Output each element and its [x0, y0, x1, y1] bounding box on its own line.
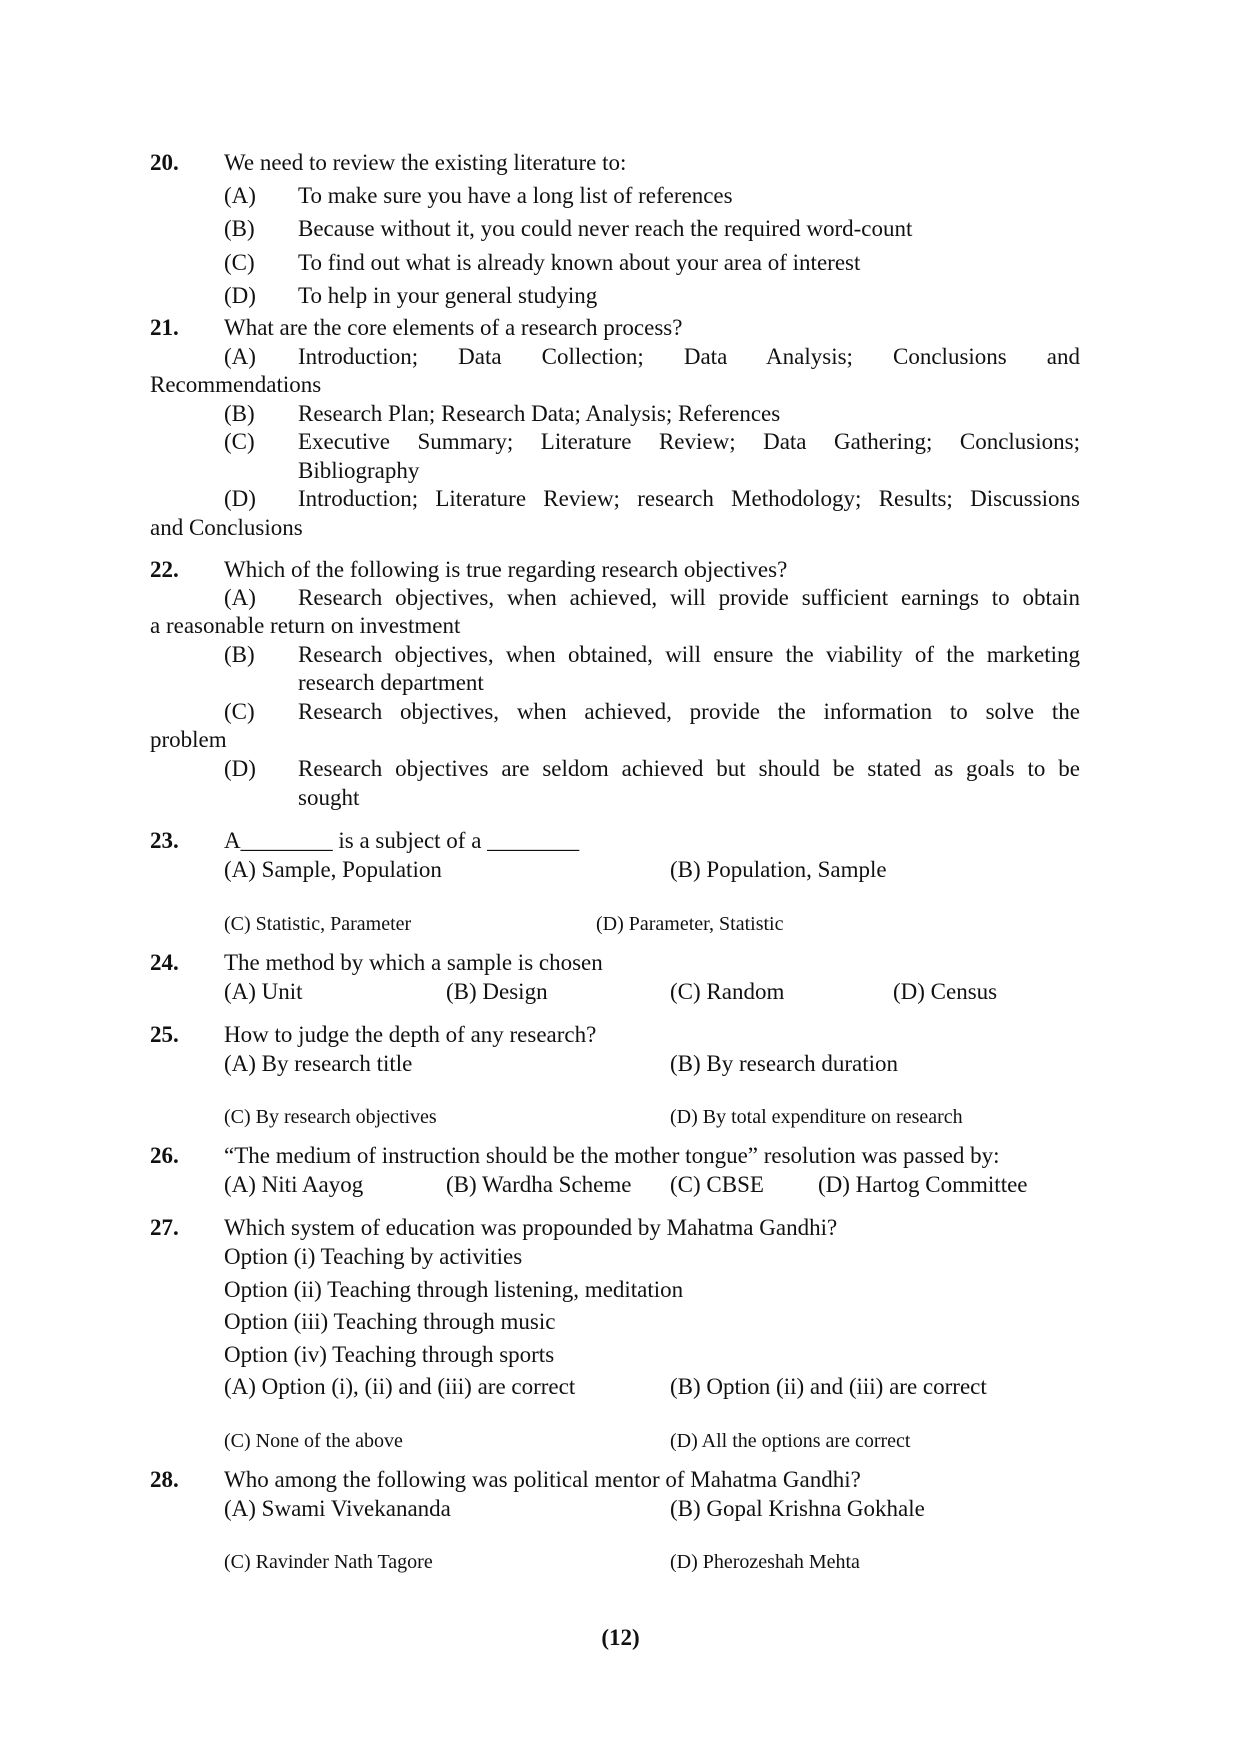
q21-d-text-cont: and Conclusions: [150, 515, 303, 540]
q22-c-label: (C): [224, 699, 255, 724]
q20-b-text: Because without it, you could never reach the required word-count: [298, 216, 913, 241]
q22-c-text-cont: problem: [150, 727, 227, 752]
q25-option-a: (A) By research title: [224, 1051, 413, 1076]
q24-number: 24.: [150, 950, 179, 975]
q22-c-text: Research objectives, when achieved, provide the information to solve the: [298, 699, 1080, 724]
q22-text: Which of the following is true regarding research objectives?: [224, 557, 788, 582]
q23-text: A________ is a subject of a ________: [224, 828, 580, 853]
q24-text: The method by which a sample is chosen: [224, 950, 603, 975]
q22-d-label: (D): [224, 756, 256, 781]
q27-option-c: (C) None of the above: [224, 1430, 403, 1452]
q20-c-label: (C): [224, 250, 255, 275]
q21-a-text-cont: Recommendations: [150, 372, 322, 397]
q21-text: What are the core elements of a research process?: [224, 315, 683, 340]
q28-option-c: (C) Ravinder Nath Tagore: [224, 1551, 433, 1573]
q21-c-text-cont: Bibliography: [298, 458, 420, 483]
q25-number: 25.: [150, 1022, 179, 1047]
q26-text: “The medium of instruction should be the mother tongue” resolution was passed by:: [224, 1143, 1000, 1168]
q20-a-text: To make sure you have a long list of references: [298, 183, 733, 208]
q21-number: 21.: [150, 315, 179, 340]
page-number: (12): [601, 1625, 640, 1650]
q25-option-b: (B) By research duration: [670, 1051, 899, 1076]
q21-a-label: (A): [224, 344, 256, 369]
q25-option-d: (D) By total expenditure on research: [670, 1106, 963, 1128]
q20-b-label: (B): [224, 216, 255, 241]
q23-option-b: (B) Population, Sample: [670, 857, 887, 882]
q27-statement-i: Option (i) Teaching by activities: [224, 1244, 523, 1269]
q22-a-text-cont: a reasonable return on investment: [150, 613, 461, 638]
q22-number: 22.: [150, 557, 179, 582]
q26-number: 26.: [150, 1143, 179, 1168]
q22-a-text: Research objectives, when achieved, will provide sufficient earnings to obtain: [298, 585, 1080, 610]
q27-option-b: (B) Option (ii) and (iii) are correct: [670, 1374, 987, 1399]
q23-option-c: (C) Statistic, Parameter: [224, 913, 412, 935]
q21-b-label: (B): [224, 401, 255, 426]
q22-b-text-cont: research department: [298, 670, 484, 695]
q21-d-text: Introduction; Literature Review; research Methodology; Results; Discussions: [298, 486, 1080, 511]
q28-number: 28.: [150, 1467, 179, 1492]
q26-option-d: (D) Hartog Committee: [818, 1172, 1028, 1197]
q21-c-text: Executive Summary; Literature Review; Data Gathering; Conclusions;: [298, 429, 1080, 454]
q20-number: 20.: [150, 150, 179, 175]
q27-text: Which system of education was propounded by Mahatma Gandhi?: [224, 1215, 838, 1240]
q21-c-label: (C): [224, 429, 255, 454]
q22-d-text: Research objectives are seldom achieved but should be stated as goals to be: [298, 756, 1080, 781]
q24-option-a: (A) Unit: [224, 979, 303, 1004]
q23-number: 23.: [150, 828, 179, 853]
q27-number: 27.: [150, 1215, 179, 1240]
q22-b-text: Research objectives, when obtained, will ensure the viability of the marketing: [298, 642, 1080, 667]
q22-d-text-cont: sought: [298, 785, 360, 810]
q27-option-d: (D) All the options are correct: [670, 1430, 911, 1452]
q28-option-a: (A) Swami Vivekananda: [224, 1496, 451, 1521]
q28-text: Who among the following was political mentor of Mahatma Gandhi?: [224, 1467, 861, 1492]
q23-option-a: (A) Sample, Population: [224, 857, 442, 882]
q21-d-label: (D): [224, 486, 256, 511]
q25-option-c: (C) By research objectives: [224, 1106, 437, 1128]
q24-option-d: (D) Census: [893, 979, 998, 1004]
q26-option-a: (A) Niti Aayog: [224, 1172, 364, 1197]
q28-option-d: (D) Pherozeshah Mehta: [670, 1551, 860, 1573]
q20-a-label: (A): [224, 183, 256, 208]
q21-a-text: Introduction; Data Collection; Data Analysis; Conclusions and: [298, 344, 1080, 369]
q22-b-label: (B): [224, 642, 255, 667]
q20-c-text: To find out what is already known about your area of interest: [298, 250, 861, 275]
q27-statement-iv: Option (iv) Teaching through sports: [224, 1342, 555, 1367]
q27-statement-ii: Option (ii) Teaching through listening, meditation: [224, 1277, 684, 1302]
q22-a-label: (A): [224, 585, 256, 610]
q27-option-a: (A) Option (i), (ii) and (iii) are correct: [224, 1374, 576, 1399]
q20-text: We need to review the existing literature to:: [224, 150, 627, 175]
q28-option-b: (B) Gopal Krishna Gokhale: [670, 1496, 925, 1521]
q27-statement-iii: Option (iii) Teaching through music: [224, 1309, 556, 1334]
q24-option-c: (C) Random: [670, 979, 785, 1004]
q26-option-c: (C) CBSE: [670, 1172, 764, 1197]
q20-d-label: (D): [224, 283, 256, 308]
q20-d-text: To help in your general studying: [298, 283, 598, 308]
q21-b-text: Research Plan; Research Data; Analysis; References: [298, 401, 781, 426]
q24-option-b: (B) Design: [446, 979, 548, 1004]
q25-text: How to judge the depth of any research?: [224, 1022, 597, 1047]
q26-option-b: (B) Wardha Scheme: [446, 1172, 632, 1197]
q23-option-d: (D) Parameter, Statistic: [596, 913, 784, 935]
